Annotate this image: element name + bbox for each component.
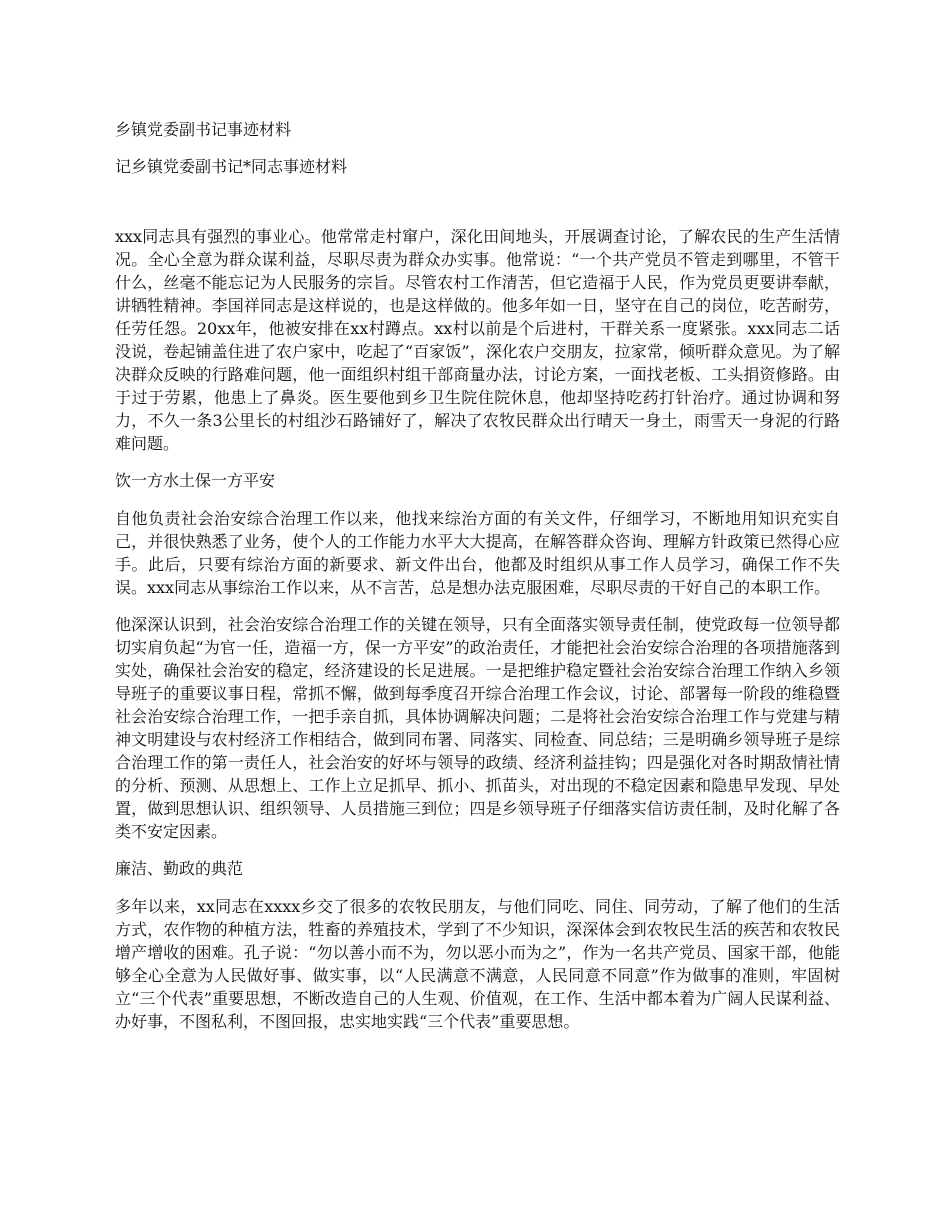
document-title: 乡镇党委副书记事迹材料 <box>115 120 292 139</box>
section-heading-public-safety: 饮一方水土保一方平安 <box>115 471 276 490</box>
paragraph-dedication: xxx同志具有强烈的事业心。他常常走村窜户，深化田间地头，开展调查讨论，了解农民的生产生活情况。全心全意为群众谋利益，尽职尽责为群众办实事。他常说：“一个共产党员不管走到哪里，不管干什么，丝毫不能忘记为人民服务的宗旨。尽管农村工作清苦，但它造福于人民，作为党员更要讲奉献，讲牺牲精神。李国祥同志是这样说的，也是这样做的。他多年如一日，坚守在自己的岗位，吃苦耐劳，任劳任怨。20xx年，他被安排在xx村蹲点。xx村以前是个后进村，干群关系一度紧张。xxx同志二话没说，卷起铺盖住进了农户家中，吃起了“百家饭”，深化农户交朋友，拉家常，倾听群众意见。为了解决群众反映的行路难问题，他一面组织村组干部商量办法，讨论方案，一面找老板、工头捐资修路。由于过于劳累，他患上了鼻炎。医生要他到乡卫生院住院休息，他却坚持吃药打针治疗。通过协调和努力，不久一条3公里长的村组沙石路铺好了，解决了农牧民群众出行晴天一身土，雨雪天一身泥的行路难问题。 <box>115 227 840 453</box>
paragraph-leadership-responsibility: 他深深认识到，社会治安综合治理工作的关键在领导，只有全面落实领导责任制，使党政每一位领导都切实肩负起“为官一任，造福一方，保一方平安”的政治责任，才能把社会治安综合治理的各项措施落到实处，确保社会治安的稳定，经济建设的长足进展。一是把维护稳定暨社会治安综合治理工作纳入乡领导班子的重要议事日程，常抓不懈，做到每季度召开综合治理工作会议，讨论、部署每一阶段的维稳暨社会治安综合治理工作，一把手亲自抓，具体协调解决问题；二是将社会治安综合治理工作与党建与精神文明建设与农村经济工作相结合，做到同布署、同落实、同检查、同总结；三是明确乡领导班子是综合治理工作的第一责任人，社会治安的好坏与领导的政绩、经济利益挂钩；四是强化对各时期敌情社情的分析、预测、从思想上、工作上立足抓早、抓小、抓苗头，对出现的不稳定因素和隐患早发现、早处置，做到思想认识、组织领导、人员措施三到位；四是乡领导班子仔细落实信访责任制，及时化解了各类不安定因素。 <box>115 615 840 841</box>
document-subtitle: 记乡镇党委副书记*同志事迹材料 <box>115 157 348 176</box>
paragraph-integrity: 多年以来，xx同志在xxxx乡交了很多的农牧民朋友，与他们同吃、同住、同劳动，了解了他们的生活方式，农作物的种植方法，牲畜的养殖技术，学到了不少知识，深深体会到农牧民生活的疾苦和农牧民增产增收的困难。孔子说：“勿以善小而不为，勿以恶小而为之”，作为一名共产党员、国家干部，他能够全心全意为人民做好事、做实事，以“人民满意不满意，人民同意不同意”作为做事的准则，牢固树立“三个代表”重要思想，不断改造自己的人生观、价值观，在工作、生活中都本着为广阔人民谋利益、办好事，不图私利，不图回报，忠实地实践“三个代表”重要思想。 <box>115 897 840 1031</box>
paragraph-safety-work: 自他负责社会治安综合治理工作以来，他找来综治方面的有关文件，仔细学习，不断地用知识充实自己，并很快熟悉了业务，使个人的工作能力水平大大提高，在解答群众咨询、理解方针政策已然得心应手。此后，只要有综治方面的新要求、新文件出台，他都及时组织从事工作人员学习，确保工作不失误。xxx同志从事综治工作以来，从不言苦，总是想办法克服困难，尽职尽责的干好自己的本职工作。 <box>115 509 840 597</box>
document-page <box>115 118 840 1047</box>
section-heading-integrity: 廉洁、勤政的典范 <box>115 859 244 878</box>
